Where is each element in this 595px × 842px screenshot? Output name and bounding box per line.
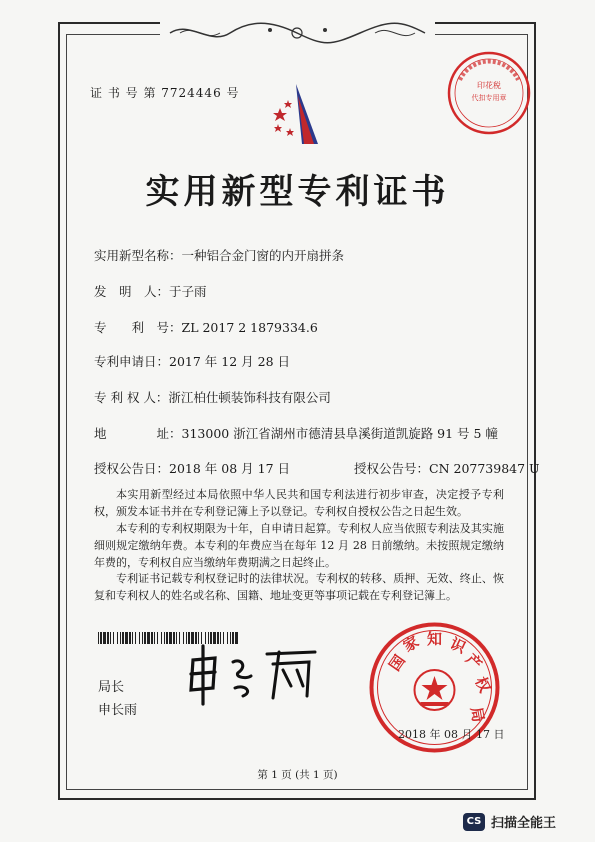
barcode-bar: [142, 632, 143, 644]
name-value: 一种铝合金门窗的内开扇拼条: [181, 248, 345, 263]
barcode-bar: [98, 632, 99, 644]
barcode-bar: [103, 632, 106, 644]
barcode-bar: [166, 632, 168, 644]
patentee-row: [94, 388, 331, 406]
address-value: 313000 浙江省湖州市德清县阜溪街道凯旋路 91 号 5 幢: [181, 426, 498, 441]
svg-text:印花税: 印花税: [477, 81, 501, 90]
barcode-bar: [147, 632, 150, 644]
inventor-label: 发 明 人：: [94, 284, 170, 299]
svg-text:识: 识: [447, 634, 469, 657]
brand-name: 扫描全能王: [491, 816, 557, 831]
camscanner-logo-icon: CS: [463, 813, 485, 831]
barcode-bar: [110, 632, 111, 644]
address-label: 地 址：: [94, 426, 182, 441]
certificate-number: 证 书 号 第 7724446 号: [90, 86, 240, 100]
barcode-bar: [122, 632, 124, 644]
paragraph-legal-status: 专利证书记载专利权登记时的法律状况。专利权的转移、质押、无效、终止、恢复和专利权人的姓名或名称、国籍、地址变更等事项记载在专利登记簿上。: [94, 572, 504, 602]
barcode-bar: [117, 632, 118, 644]
barcode-bar: [135, 632, 136, 644]
barcode-bar: [132, 632, 133, 644]
svg-text:产: 产: [462, 650, 486, 674]
svg-text:国: 国: [385, 651, 409, 675]
inventor-value: 于子雨: [169, 284, 207, 299]
barcode-bar: [169, 632, 172, 644]
svg-text:局: 局: [467, 705, 488, 724]
seal-date: 2018 年 08 月 17 日: [398, 728, 505, 741]
patentee-label: 专 利 权 人：: [94, 390, 169, 405]
barcode-bar: [164, 632, 165, 644]
scanner-watermark: [463, 812, 556, 831]
barcode-bar: [113, 632, 114, 644]
patent-number-value: ZL 2017 2 1879334.6: [181, 320, 318, 335]
barcode-bar: [144, 632, 146, 644]
signatory-title: 局长: [98, 679, 125, 694]
name-label: 实用新型名称：: [94, 248, 182, 263]
filing-date-row: [94, 352, 290, 370]
svg-text:家: 家: [400, 632, 423, 656]
inventor-row: [94, 282, 207, 300]
patentee-value: 浙江柏仕顿装饰科技有限公司: [168, 390, 331, 405]
cnipa-logo-icon: [268, 78, 332, 146]
barcode-bar: [100, 632, 102, 644]
grant-number-value: CN 207739847 U: [429, 461, 540, 476]
patent-number-row: [94, 318, 318, 336]
page-number: 第 1 页 (共 1 页): [257, 769, 338, 781]
grant-number-row: [354, 459, 540, 477]
filing-date-value: 2017 年 12 月 28 日: [169, 354, 291, 369]
barcode-bar: [107, 632, 109, 644]
barcode-bar: [161, 632, 162, 644]
address-row: [94, 424, 498, 442]
barcode-bar: [157, 632, 158, 644]
barcode-bar: [125, 632, 128, 644]
patent-number-label: 专 利 号：: [94, 320, 182, 335]
certificate-title: 实用新型专利证书: [145, 172, 450, 212]
grant-date-label: 授权公告日：: [94, 461, 170, 476]
signatory-name: 申长雨: [98, 702, 138, 717]
utility-model-name-row: [94, 246, 344, 264]
paragraph-grant: 本实用新型经过本局依照中华人民共和国专利法进行初步审查，决定授予专利权，颁发本证书并在专利登记簿上予以登记。专利权自授权公告之日起生效。: [94, 488, 504, 518]
top-ornament: [160, 18, 435, 48]
grant-date-value: 2018 年 08 月 17 日: [169, 461, 291, 476]
svg-text:代扣专用章: 代扣专用章: [471, 94, 507, 102]
tax-seal-stamp: [446, 50, 532, 136]
handwritten-signature: [175, 640, 325, 708]
svg-text:权: 权: [471, 674, 495, 696]
grant-number-label: 授权公告号：: [354, 461, 430, 476]
barcode-bar: [129, 632, 131, 644]
barcode-bar: [154, 632, 155, 644]
paragraph-term: 本专利的专利权期限为十年，自申请日起算。专利权人应当依照专利法及其实施细则规定缴纳年费。本专利的年费应当在每年 12 月 28 日前缴纳。未按照规定缴纳年费的，专利权自应当缴纳年费期满之日起终止。: [94, 522, 504, 569]
barcode-bar: [120, 632, 121, 644]
svg-text:知: 知: [427, 630, 443, 648]
barcode-bar: [151, 632, 153, 644]
barcode-bar: [139, 632, 140, 644]
filing-date-label: 专利申请日：: [94, 354, 170, 369]
grant-date-row: [94, 459, 290, 477]
